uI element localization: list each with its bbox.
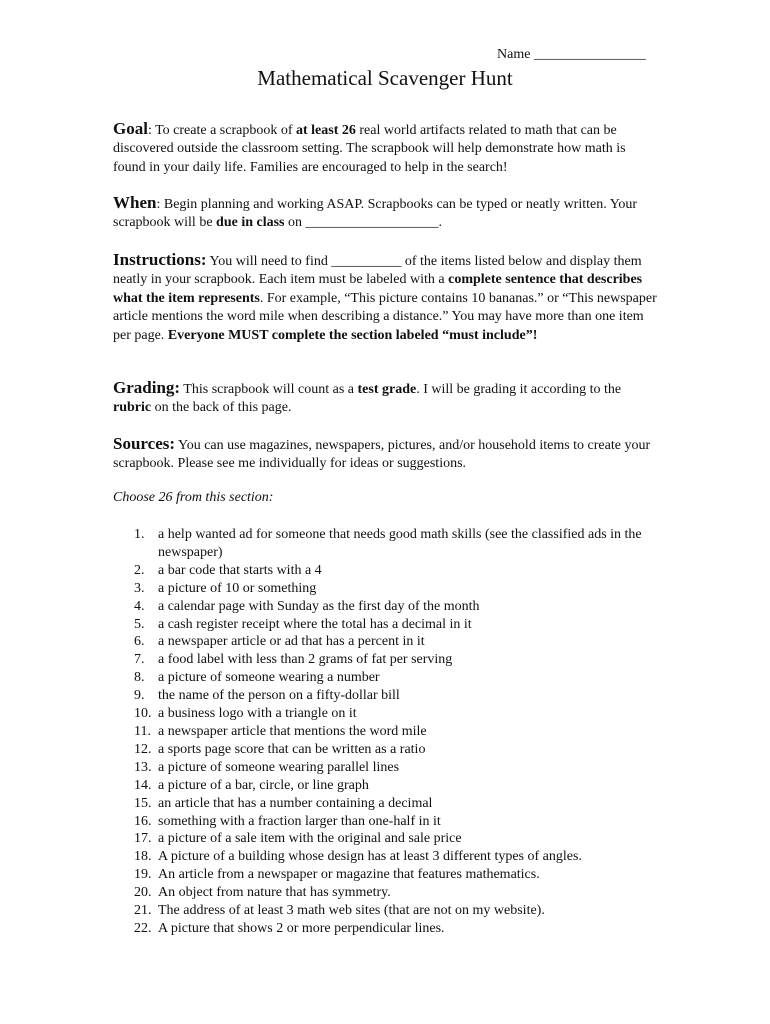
instructions-text-2: . For example, “This picture contains 10 bananas.” or “This newspaper article mentions the word mile when describing a distance.” You may have more than one item per page. [113, 290, 657, 343]
list-item [0, 562, 648, 580]
item-number: 12. [134, 741, 152, 757]
page-title: Mathematical Scavenger Hunt [257, 66, 513, 90]
list-item [0, 795, 648, 813]
item-number: 11. [134, 723, 151, 739]
item-number: 15. [134, 795, 152, 811]
instructions-bold-1: complete sentence that describes what the item represents [113, 272, 643, 306]
list-item [0, 866, 648, 884]
item-number: 6. [134, 634, 145, 650]
goal-colon: : [147, 123, 152, 138]
list-item [0, 723, 648, 741]
name-field-line: Name ________________ [497, 47, 646, 62]
list-item [0, 651, 648, 669]
list-item [0, 777, 648, 795]
list-item [0, 669, 648, 687]
list-item [0, 830, 648, 848]
item-text: something with a fraction larger than one-half in it [158, 813, 441, 829]
goal-text-1: To create a scrapbook of [151, 123, 296, 138]
grading-text-2: . I will be grading it according to the [416, 382, 622, 397]
item-text: a picture of someone wearing a number [158, 670, 380, 686]
list-item [0, 884, 648, 902]
item-text: A picture that shows 2 or more perpendicular lines. [158, 920, 445, 936]
list-item [0, 616, 648, 634]
list-item [0, 526, 648, 562]
list-item [0, 813, 648, 831]
item-text: an article that has a number containing a decimal [158, 795, 433, 811]
item-number: 4. [134, 598, 145, 614]
grading-heading: Grading: [113, 378, 181, 397]
item-text: a picture of a sale item with the original and sale price [158, 831, 462, 847]
item-text: a sports page score that can be written as a ratio [158, 741, 426, 757]
grading-text-3: on the back of this page. [151, 400, 292, 416]
list-item [0, 741, 648, 759]
item-number: 10. [134, 706, 152, 722]
item-text: a bar code that starts with a 4 [158, 562, 322, 578]
item-text: a newspaper article that mentions the word mile [158, 723, 427, 739]
instructions-bold-2: Everyone MUST complete the section labeled “must include”! [167, 327, 538, 343]
sources-section [113, 435, 661, 474]
instructions-section [113, 251, 661, 345]
choose-instruction: Choose 26 from this section: [113, 490, 274, 505]
item-text: a cash register receipt where the total has a decimal in it [158, 616, 472, 632]
item-text: the name of the person on a fifty-dollar bill [158, 688, 400, 704]
item-number: 7. [134, 652, 145, 668]
item-text: a picture of 10 or something [158, 580, 317, 596]
item-text: a food label with less than 2 grams of fat per serving [158, 652, 453, 668]
sources-heading: Sources: [113, 434, 176, 453]
sources-text-1: You can use magazines, newspapers, pictures, and/or household items to create your scrapbook. Please see me individually for ideas or suggestions. [113, 438, 651, 472]
list-item [0, 598, 648, 616]
instructions-text-1: You will need to find __________ of the items listed below and display them neatly in your scrapbook. Each item must be labeled with a [113, 254, 642, 288]
item-text: a help wanted ad for someone that needs good math skills (see the classified ads in the newspaper) [158, 527, 642, 560]
when-heading: When [113, 193, 157, 212]
grading-bold-2: rubric [113, 400, 152, 416]
item-number: 2. [134, 562, 145, 578]
list-item [0, 759, 648, 777]
item-text: A picture of a building whose design has at least 3 different types of angles. [158, 849, 582, 865]
item-text: a business logo with a triangle on it [158, 706, 357, 722]
scavenger-item-list [0, 526, 770, 938]
item-text: a picture of someone wearing parallel lines [158, 759, 400, 775]
list-item [0, 633, 648, 651]
goal-bold-1: at least 26 [296, 123, 356, 138]
list-item [0, 902, 648, 920]
item-text: a calendar page with Sunday as the first day of the month [158, 598, 480, 614]
item-text: The address of at least 3 math web sites (that are not on my website). [158, 903, 545, 919]
list-item [0, 848, 648, 866]
list-item [0, 705, 648, 723]
item-number: 8. [134, 670, 145, 686]
grading-bold-1: test grade [357, 382, 417, 397]
goal-section [113, 120, 661, 177]
goal-heading: Goal [113, 119, 148, 138]
item-number: 20. [134, 885, 152, 901]
item-number: 17. [134, 831, 152, 847]
item-number: 3. [134, 580, 145, 596]
item-number: 18. [134, 849, 152, 865]
item-number: 5. [134, 616, 145, 632]
instructions-heading: Instructions: [113, 250, 207, 269]
goal-text-2: real world artifacts related to math that can be discovered outside the classroom setting. The scrapbook will help demonstrate how math is found in your daily life. Families are encouraged to help in the search! [113, 123, 626, 175]
item-text: An object from nature that has symmetry. [158, 885, 391, 901]
when-bold-1: due in class [216, 215, 285, 231]
item-text: An article from a newspaper or magazine that features mathematics. [158, 867, 540, 883]
when-text-1: : Begin planning and working ASAP. Scrapbooks can be typed or neatly written. Your scrapbook will be [113, 197, 638, 231]
item-number: 1. [134, 527, 145, 542]
when-section [113, 194, 661, 233]
item-number: 13. [134, 759, 152, 775]
when-text-2: on ___________________. [284, 215, 442, 231]
item-text: a picture of a bar, circle, or line graph [158, 777, 369, 793]
item-number: 16. [134, 813, 152, 829]
item-text: a newspaper article or ad that has a percent in it [158, 634, 425, 650]
list-item [0, 920, 648, 938]
grading-section [113, 379, 661, 418]
item-number: 9. [134, 688, 145, 704]
item-number: 14. [134, 777, 152, 793]
item-number: 21. [134, 903, 152, 919]
item-number: 22. [134, 920, 152, 936]
grading-text-1: This scrapbook will count as a [180, 382, 358, 397]
list-item [0, 580, 648, 598]
item-number: 19. [134, 867, 152, 883]
list-item [0, 687, 648, 705]
